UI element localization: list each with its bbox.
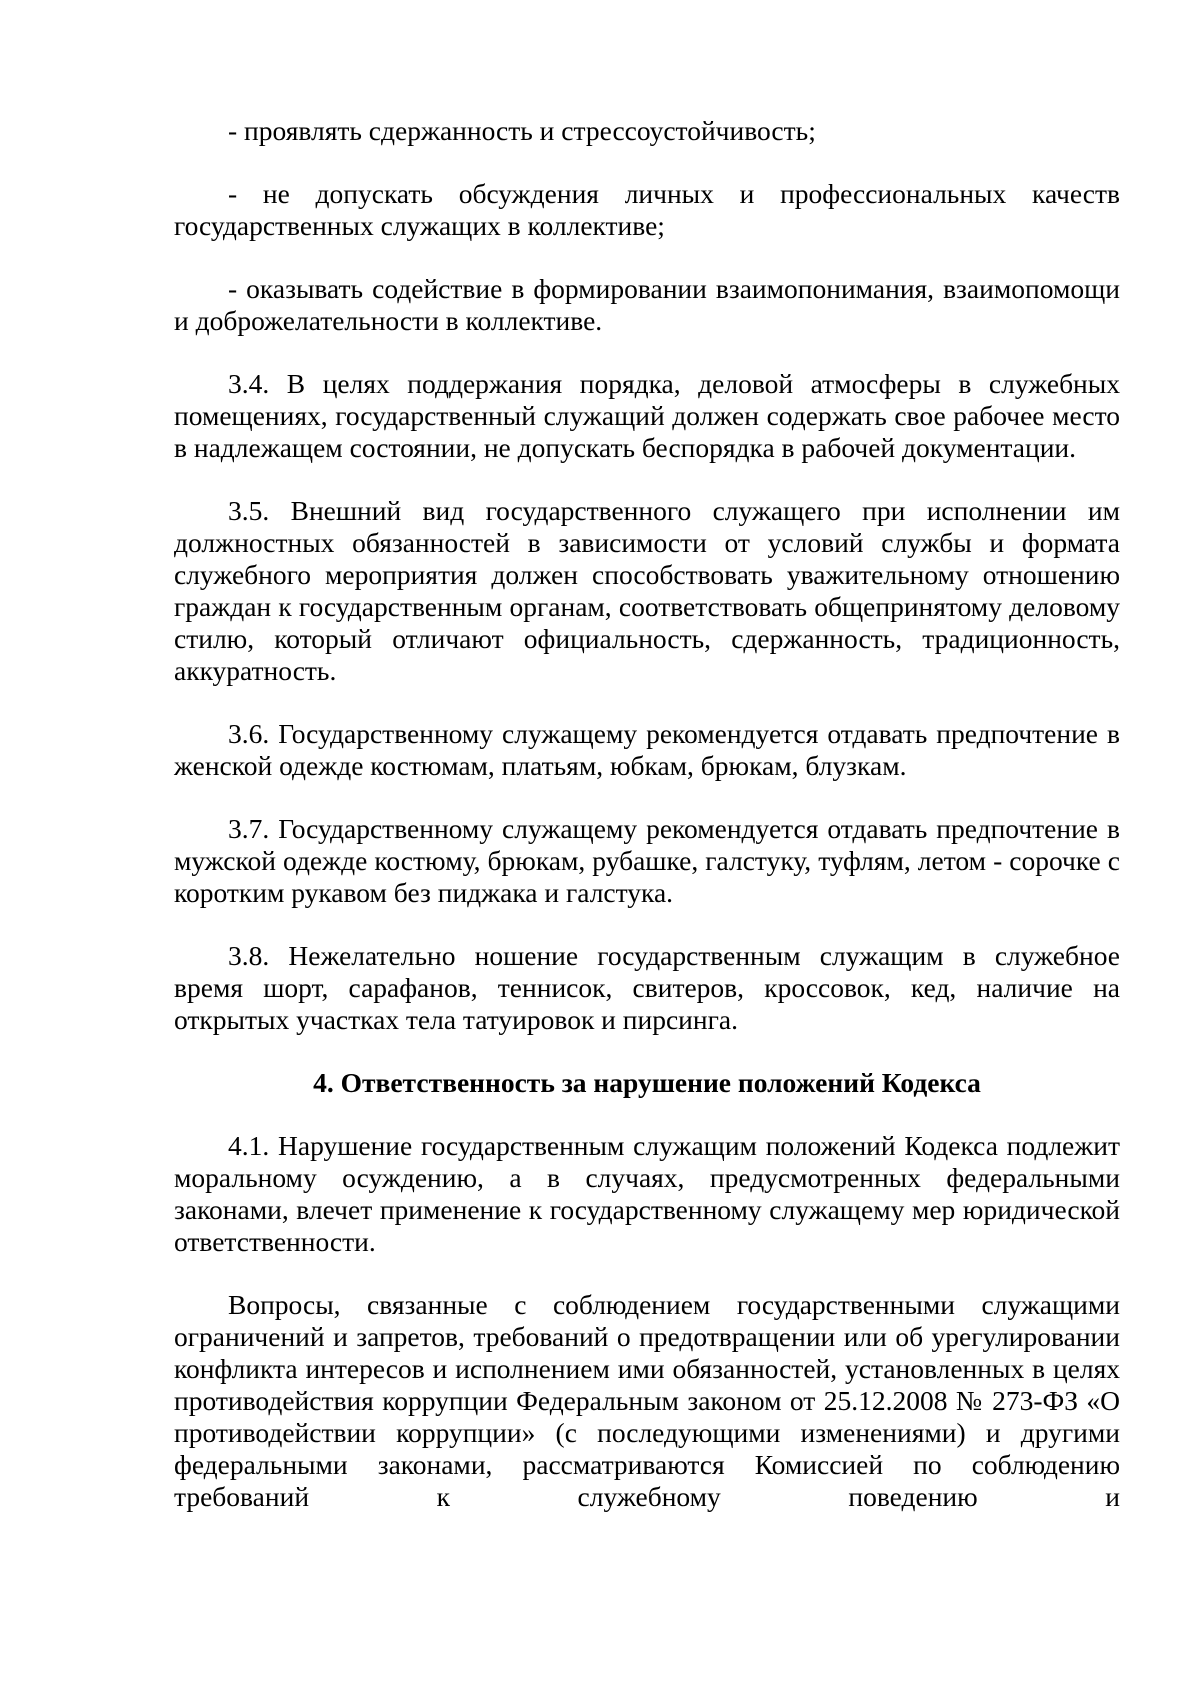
paragraph-no-discussion: - не допускать обсуждения личных и профессиональных качеств государственных служащих в коллективе; (174, 178, 1120, 241)
section-4-heading: 4. Ответственность за нарушение положений Кодекса (313, 1067, 981, 1098)
paragraph-3-7: 3.7. Государственному служащему рекомендуется отдавать предпочтение в мужской одежде костюму, брюкам, рубашке, галстуку, туфлям, летом - сорочке с коротким рукавом без пиджака и галстука. (174, 813, 1120, 908)
paragraph-mutual-help: - оказывать содействие в формировании взаимопонимания, взаимопомощи и доброжелательности в коллективе. (174, 273, 1120, 336)
paragraph-restraint: - проявлять сдержанность и стрессоустойчивость; (228, 115, 816, 146)
paragraph-3-4: 3.4. В целях поддержания порядка, деловой атмосферы в служебных помещениях, государственный служащий должен содержать свое рабочее место в надлежащем состоянии, не допускать беспорядка в рабочей документации. (174, 368, 1120, 463)
paragraph-corruption-questions: Вопросы, связанные с соблюдением государственными служащими ограничений и запретов, требований о предотвращении или об урегулировании конфликта интересов и исполнением ими обязанностей, установленных в целях противодействия коррупции Федеральным законом от 25.12.2008 № 273-ФЗ «О противодействии коррупции» (с последующими изменениями) и другими федеральными законами, рассматриваются Комиссией по соблюдению требований к служебному поведению и (174, 1289, 1120, 1512)
paragraph-3-8: 3.8. Нежелательно ношение государственным служащим в служебное время шорт, сарафанов, теннисок, свитеров, кроссовок, кед, наличие на открытых участках тела татуировок и пирсинга. (174, 940, 1120, 1035)
paragraph-3-6: 3.6. Государственному служащему рекомендуется отдавать предпочтение в женской одежде костюмам, платьям, юбкам, брюкам, блузкам. (174, 718, 1120, 781)
document-page (174, 115, 1120, 1544)
paragraph-4-1: 4.1. Нарушение государственным служащим положений Кодекса подлежит моральному осуждению, а в случаях, предусмотренных федеральными законами, влечет применение к государственному служащему мер юридической ответственности. (174, 1130, 1120, 1257)
paragraph-3-5: 3.5. Внешний вид государственного служащего при исполнении им должностных обязанностей в зависимости от условий службы и формата служебного мероприятия должен способствовать уважительному отношению граждан к государственным органам, соответствовать общепринятому деловому стилю, который отличают официальность, сдержанность, традиционность, аккуратность. (174, 495, 1120, 686)
